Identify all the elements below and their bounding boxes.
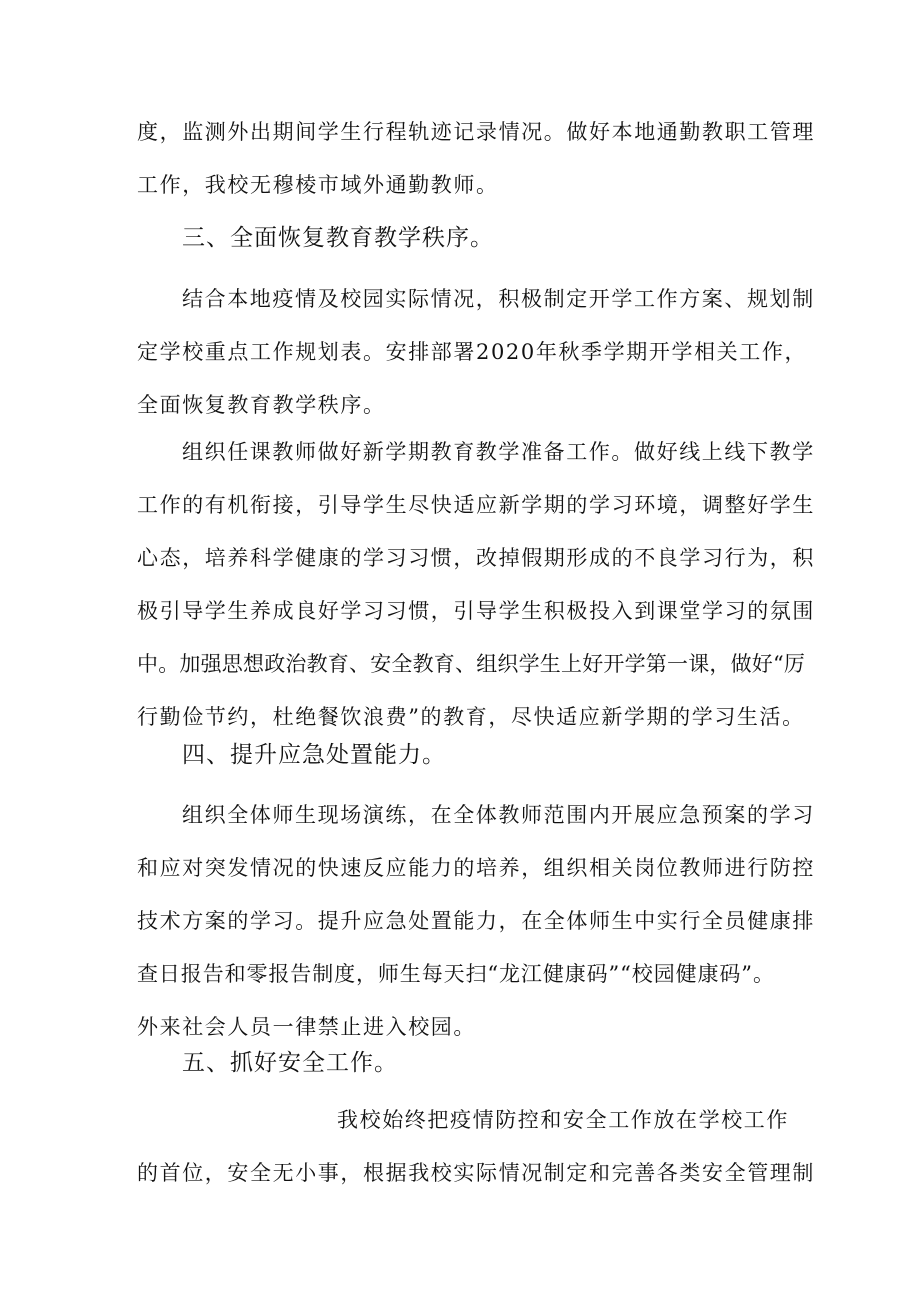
text-line: 组织全体师生现场演练，在全体教师范围内开展应急预案的学习 [182,803,815,827]
paragraph-student-tracking [137,106,815,212]
paragraph-teacher-preparation [137,426,815,744]
text-line: 工作的有机衔接，引导学生尽快适应新学期的学习环境，调整好学生 [137,493,815,517]
text-line: 全面恢复教育教学秩序。 [137,393,386,417]
text-line: 我校始终把疫情防控和安全工作放在学校工作 [337,1108,789,1132]
text-line: 组织任课教师做好新学期教育教学准备工作。做好线上线下教学 [182,440,815,464]
text-line: 外来社会人员一律禁止进入校园。 [137,1015,476,1039]
paragraph-emergency-response [137,789,815,1054]
text-line: 技术方案的学习。提升应急处置能力，在全体师生中实行全员健康排 [137,909,815,933]
text-line: 工作，我校无穆棱市域外通勤教师。 [137,173,499,197]
text-line: 和应对突发情况的快速反应能力的培养，组织相关岗位教师进行防控 [137,856,815,880]
text-line: 行勤俭节约，杜绝餐饮浪费”的教育，尽快适应新学期的学习生活。 [137,705,805,729]
section-heading-3: 三、全面恢复教育教学秩序。 [182,225,494,251]
text-line: 定学校重点工作规划表。安排部署2020年秋季学期开学相关工作， [137,340,808,364]
text-line: 结合本地疫情及校园实际情况，积极制定开学工作方案、规划制 [182,287,815,311]
section-heading-4: 四、提升应急处置能力。 [182,742,446,768]
section-heading-5: 五、抓好安全工作。 [182,1050,398,1076]
text-line: 中。加强思想政治教育、安全教育、组织学生上好开学第一课，做好“厉 [137,652,806,676]
text-line: 极引导学生养成良好学习习惯，引导学生积极投入到课堂学习的氛围 [137,599,815,623]
text-line: 查日报告和零报告制度，师生每天扫“龙江健康码”“校园健康码”。 [137,962,775,986]
paragraph-safety-work [137,1094,815,1200]
text-line: 心态，培养科学健康的学习习惯，改掉假期形成的不良学习行为，积 [137,546,815,570]
text-line: 度，监测外出期间学生行程轨迹记录情况。做好本地通勤教职工管理 [137,120,815,144]
paragraph-restore-order [137,273,815,432]
text-line: 的首位，安全无小事，根据我校实际情况制定和完善各类安全管理制 [137,1161,815,1185]
